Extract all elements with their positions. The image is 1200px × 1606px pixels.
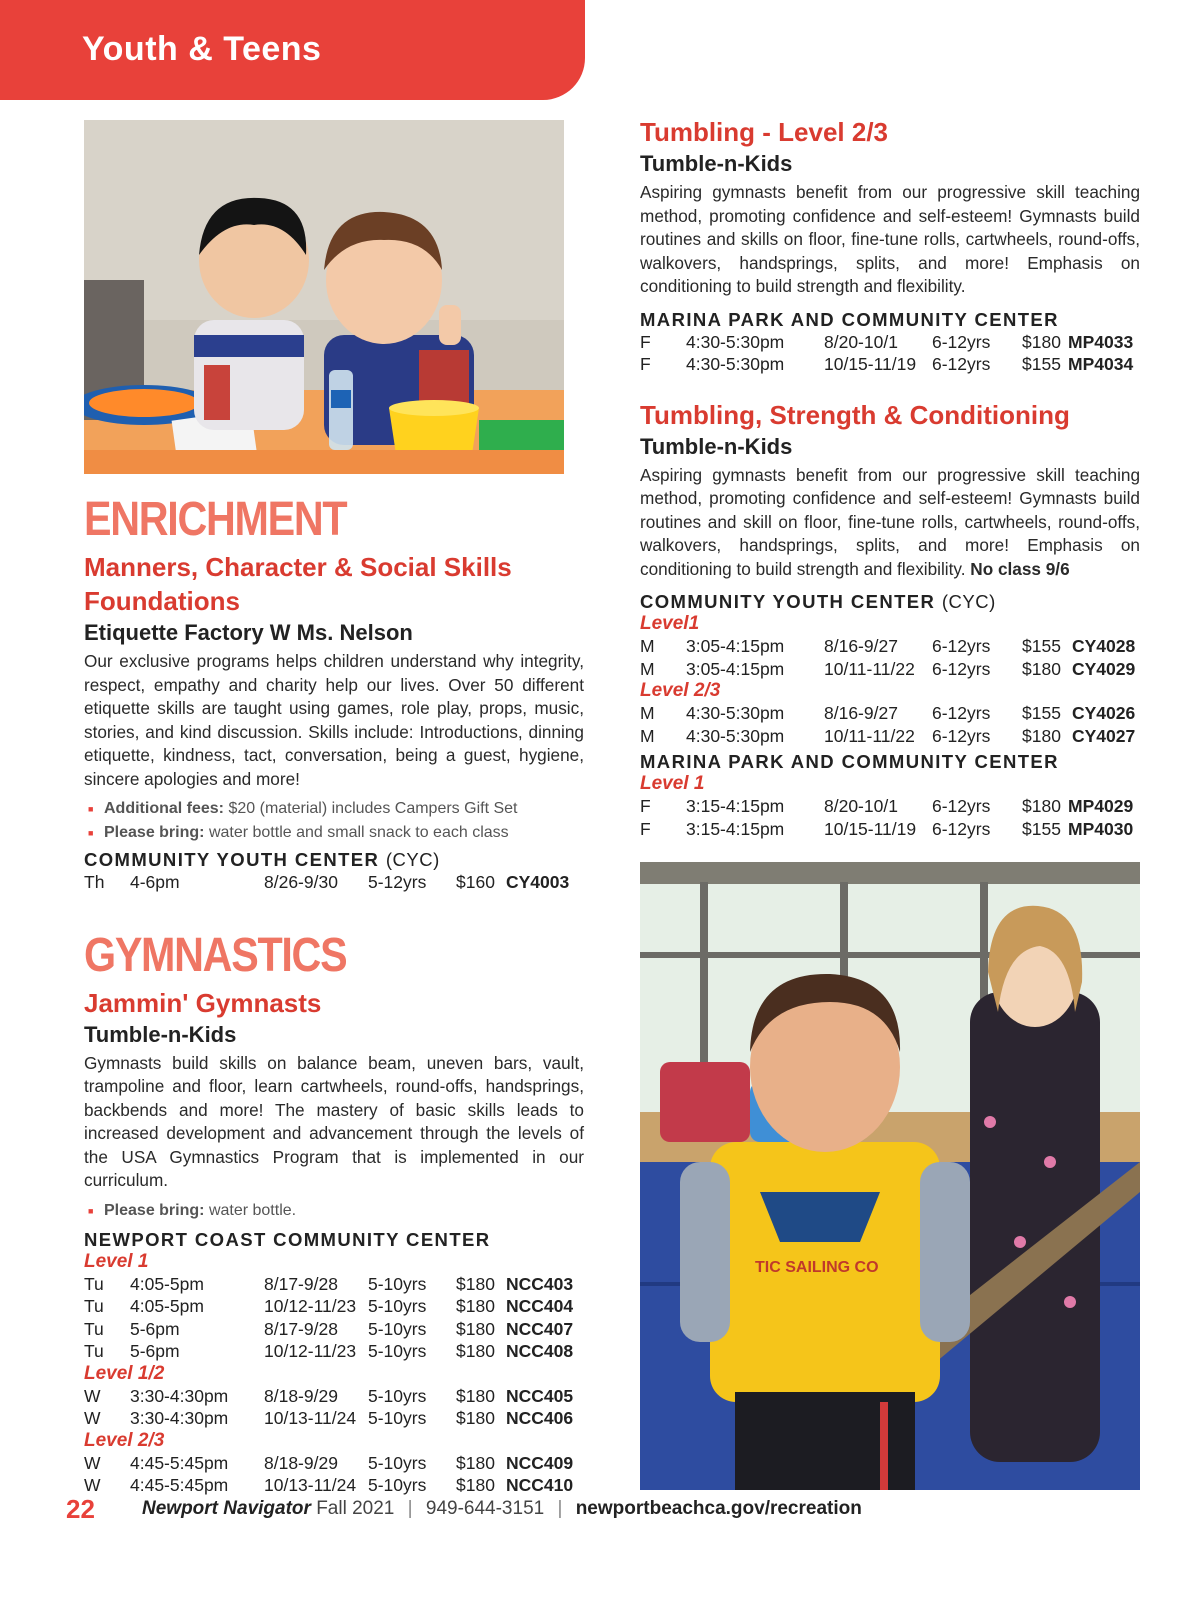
section-header-tab	[0, 0, 585, 100]
cell-time: 4:30-5:30pm	[686, 354, 785, 374]
tumbling-strength-location-mp: MARINA PARK AND COMMUNITY CENTER	[640, 751, 1059, 772]
cell-price: $155	[1022, 636, 1061, 656]
cell-code: NCC406	[506, 1408, 574, 1428]
cell-dates: 8/17-9/28	[264, 1273, 338, 1294]
tumbling-strength-description	[640, 464, 1140, 582]
cell-dates: 10/12-11/23	[264, 1296, 357, 1316]
level-label: Level 1	[640, 773, 705, 794]
cell-price: $160	[456, 872, 495, 892]
cell-time: 3:15-4:15pm	[686, 796, 785, 816]
cell-code: NCC408	[506, 1341, 574, 1361]
location-abbr: (CYC)	[941, 591, 996, 612]
cell-age: 5-10yrs	[368, 1475, 427, 1495]
cell-code: CY4027	[1072, 725, 1136, 746]
right-column	[640, 115, 1140, 1490]
cell-time: 3:15-4:15pm	[686, 818, 785, 839]
cell-dates: 10/11-11/22	[824, 658, 915, 679]
photo-boys-illustration	[84, 120, 564, 474]
table-row	[640, 818, 1140, 841]
cell-time: 4:45-5:45pm	[130, 1452, 229, 1473]
cell-day: F	[640, 354, 651, 374]
cell-code: NCC407	[506, 1318, 574, 1339]
table-row	[640, 702, 1140, 725]
jammin-provider: Tumble-n-Kids	[84, 1021, 237, 1047]
cell-code: NCC404	[506, 1296, 574, 1316]
manners-program-title: Manners, Character & Social Skills Foundations	[84, 552, 512, 616]
cell-day: Th	[84, 872, 105, 892]
cell-age: 6-12yrs	[932, 658, 991, 679]
cell-price: $180	[456, 1475, 495, 1495]
manners-bullets	[84, 797, 584, 845]
cell-dates: 8/20-10/1	[824, 796, 898, 816]
cell-code: CY4029	[1072, 658, 1136, 679]
enrichment-heading: ENRICHMENT	[84, 493, 347, 546]
cell-age: 5-10yrs	[368, 1296, 427, 1316]
bullet-additional-fees	[84, 797, 584, 821]
gymnastics-level1-table	[84, 1273, 584, 1363]
cell-code: CY4003	[506, 872, 570, 892]
cell-dates: 8/18-9/29	[264, 1385, 338, 1406]
cell-code: CY4026	[1072, 703, 1136, 723]
footer-separator: |	[557, 1498, 563, 1519]
footer-separator: |	[407, 1498, 413, 1519]
cell-age: 5-10yrs	[368, 1341, 427, 1361]
table-row	[84, 1273, 584, 1296]
gymnastics-heading: GYMNASTICS	[84, 928, 347, 982]
location-name: COMMUNITY YOUTH CENTER	[84, 849, 380, 870]
cell-dates: 8/20-10/1	[824, 331, 898, 352]
cell-time: 4:30-5:30pm	[686, 703, 785, 723]
enrichment-schedule-table	[84, 871, 584, 894]
bullet-label: Please bring:	[104, 1201, 205, 1219]
cell-age: 6-12yrs	[932, 703, 991, 723]
cell-day: Tu	[84, 1296, 104, 1316]
bullet-text: water bottle.	[208, 1201, 297, 1219]
shirt-text: TIC SAILING CO	[755, 1259, 879, 1276]
photo-boys-at-table	[84, 120, 564, 474]
table-row	[640, 725, 1140, 748]
cell-age: 6-12yrs	[932, 636, 991, 656]
cell-price: $180	[456, 1385, 495, 1406]
cell-time: 5-6pm	[130, 1318, 180, 1339]
footer-phone: 949-644-3151	[425, 1498, 545, 1519]
page-section-title: Youth & Teens	[82, 30, 322, 68]
cell-day: Tu	[84, 1318, 104, 1339]
photo-kids-balance-beam	[640, 862, 1140, 1490]
photo-gym-illustration	[640, 862, 1140, 1490]
tumbling-strength-section	[640, 398, 1140, 841]
cell-age: 5-10yrs	[368, 1408, 427, 1428]
cyc-level1-table	[640, 635, 1140, 680]
gymnastics-level23-table	[84, 1452, 584, 1497]
cell-dates: 8/16-9/27	[824, 636, 898, 656]
cell-price: $155	[1022, 818, 1061, 839]
cell-dates: 10/15-11/19	[824, 818, 917, 839]
cell-age: 6-12yrs	[932, 796, 991, 816]
cell-time: 4:45-5:45pm	[130, 1475, 229, 1495]
jammin-description: Gymnasts build skills on balance beam, uneven bars, vault, trampoline and floor, learn cartwheels, round-offs, handsprings, backbends and more! The mastery of basic skills leads to increased development and advancement through the levels of the USA Gymnastics Program that is implemented in our curriculum.	[84, 1052, 584, 1190]
publication-line	[142, 1498, 862, 1520]
tumbling23-schedule-table	[640, 331, 1140, 376]
cell-day: W	[84, 1408, 101, 1428]
cell-age: 5-10yrs	[368, 1452, 427, 1473]
cell-age: 5-12yrs	[368, 872, 427, 892]
cell-dates: 10/12-11/23	[264, 1341, 357, 1361]
cell-time: 3:05-4:15pm	[686, 636, 785, 656]
table-row	[84, 1474, 584, 1497]
table-row	[84, 1385, 584, 1408]
gymnastics-level12-table	[84, 1385, 584, 1430]
level-label: Level1	[640, 613, 700, 634]
cell-dates: 8/26-9/30	[264, 872, 338, 892]
cyc-level23-table	[640, 702, 1140, 747]
cell-price: $180	[456, 1318, 495, 1339]
no-class-note: No class 9/6	[970, 558, 1070, 579]
tumbling23-location: MARINA PARK AND COMMUNITY CENTER	[640, 308, 1059, 330]
enrichment-location	[84, 849, 584, 871]
tumbling-level23-section	[640, 115, 1140, 376]
manners-provider: Etiquette Factory W Ms. Nelson	[84, 620, 413, 645]
cell-dates: 10/13-11/24	[264, 1475, 357, 1495]
cell-price: $180	[1022, 725, 1061, 746]
page-number: 22	[66, 1494, 95, 1524]
cell-price: $180	[456, 1452, 495, 1473]
cell-dates: 10/11-11/22	[824, 725, 915, 746]
cell-time: 3:05-4:15pm	[686, 658, 785, 679]
table-row	[84, 1407, 584, 1430]
table-row	[640, 331, 1140, 354]
cell-dates: 8/18-9/29	[264, 1452, 338, 1473]
cell-age: 6-12yrs	[932, 354, 991, 374]
cell-day: M	[640, 658, 655, 679]
cell-price: $180	[456, 1273, 495, 1294]
cell-code: NCC410	[506, 1475, 574, 1495]
bullet-please-bring	[84, 1199, 584, 1223]
cell-price: $180	[456, 1341, 495, 1361]
cell-age: 6-12yrs	[932, 725, 991, 746]
level-label: Level 2/3	[640, 680, 721, 701]
level-label: Level 2/3	[84, 1429, 165, 1451]
cell-time: 5-6pm	[130, 1341, 180, 1361]
description-text: Aspiring gymnasts benefit from our progressive skill teaching method, promoting confidence and self-esteem! Gymnasts build routines and skill on floor, fine-tune rolls, cartwheels, round-offs, walkovers, handsprings, splits, and more! Emphasis on conditioning to build strength and flexibility.	[640, 464, 1140, 579]
manners-description: Our exclusive programs helps children understand why integrity, respect, empathy and charity help our lives. Over 50 different etiquette skills are taught using games, role play, props, music, stories, and kind discussion. Skills include: Introductions, dinning etiquette, kindness, tact, conversation, being a guest, hygiene, sincere apologies and more!	[84, 651, 584, 789]
cell-price: $180	[456, 1296, 495, 1316]
cell-day: Tu	[84, 1341, 104, 1361]
cell-age: 5-10yrs	[368, 1385, 427, 1406]
mp-level1-table	[640, 795, 1140, 840]
left-column	[84, 120, 584, 1497]
cell-day: W	[84, 1385, 101, 1406]
cell-time: 4:30-5:30pm	[686, 725, 785, 746]
level-label: Level 1	[84, 1250, 149, 1272]
tumbling23-description: Aspiring gymnasts benefit from our progressive skill teaching method, promoting confidence and self-esteem! Gymnasts build routines and skills on floor, fine-tune rolls, cartwheels, round-offs, walkovers, handsprings, splits, and more! Emphasis on conditioning to build strength and flexibility.	[640, 182, 1140, 296]
bullet-please-bring	[84, 821, 584, 845]
gymnastics-location: NEWPORT COAST COMMUNITY CENTER	[84, 1228, 491, 1250]
table-row	[84, 871, 584, 894]
cell-age: 5-10yrs	[368, 1273, 427, 1294]
cell-price: $155	[1022, 354, 1061, 374]
cell-code: NCC403	[506, 1273, 574, 1294]
cell-day: M	[640, 636, 655, 656]
enrichment-section	[84, 493, 584, 894]
cell-day: W	[84, 1475, 101, 1495]
tumbling-strength-location-cyc	[640, 591, 1140, 613]
cell-time: 4:05-5pm	[130, 1296, 204, 1316]
cell-code: NCC405	[506, 1385, 574, 1406]
table-row	[84, 1318, 584, 1341]
jammin-program-title: Jammin' Gymnasts	[84, 987, 322, 1018]
cell-day: M	[640, 725, 655, 746]
level-label: Level 1/2	[84, 1362, 165, 1384]
cell-code: MP4029	[1068, 796, 1134, 816]
bullet-label: Additional fees:	[104, 800, 225, 817]
cell-code: MP4033	[1068, 331, 1134, 352]
cell-age: 6-12yrs	[932, 331, 991, 352]
cell-dates: 8/16-9/27	[824, 703, 898, 723]
bullet-text: water bottle and small snack to each class	[208, 824, 509, 841]
table-row	[84, 1452, 584, 1475]
bullet-label: Please bring:	[104, 824, 205, 841]
cell-day: Tu	[84, 1273, 104, 1294]
bullet-text: $20 (material) includes Campers Gift Set	[228, 800, 518, 817]
tumbling-strength-program-title: Tumbling, Strength & Conditioning	[640, 399, 1070, 430]
gymnastics-section	[84, 928, 584, 1497]
tumbling23-program-title: Tumbling - Level 2/3	[640, 117, 889, 147]
cell-code: MP4034	[1068, 354, 1134, 374]
cell-code: NCC409	[506, 1452, 574, 1473]
location-name: COMMUNITY YOUTH CENTER	[640, 591, 936, 612]
cell-age: 5-10yrs	[368, 1318, 427, 1339]
cell-price: $155	[1022, 703, 1061, 723]
cell-price: $180	[1022, 331, 1061, 352]
table-row	[640, 635, 1140, 658]
table-row	[640, 658, 1140, 681]
publication-season: Fall 2021	[316, 1498, 395, 1519]
table-row	[640, 353, 1140, 376]
location-abbr: (CYC)	[385, 849, 440, 870]
publication-name: Newport Navigator	[142, 1498, 311, 1519]
cell-day: F	[640, 796, 651, 816]
cell-time: 3:30-4:30pm	[130, 1385, 229, 1406]
cell-day: W	[84, 1452, 101, 1473]
table-row	[640, 795, 1140, 818]
cell-dates: 10/13-11/24	[264, 1408, 357, 1428]
cell-code: MP4030	[1068, 818, 1134, 839]
jammin-bullets	[84, 1199, 584, 1223]
cell-time: 3:30-4:30pm	[130, 1408, 229, 1428]
cell-time: 4:30-5:30pm	[686, 331, 785, 352]
cell-dates: 8/17-9/28	[264, 1318, 338, 1339]
table-row	[84, 1340, 584, 1363]
table-row	[84, 1295, 584, 1318]
cell-day: F	[640, 331, 651, 352]
cell-time: 4:05-5pm	[130, 1273, 204, 1294]
tumbling-strength-provider: Tumble-n-Kids	[640, 433, 793, 459]
cell-price: $180	[1022, 658, 1061, 679]
cell-day: F	[640, 818, 651, 839]
cell-price: $180	[1022, 796, 1061, 816]
cell-day: M	[640, 703, 655, 723]
cell-dates: 10/15-11/19	[824, 354, 917, 374]
cell-price: $180	[456, 1408, 495, 1428]
tumbling23-provider: Tumble-n-Kids	[640, 151, 793, 176]
footer-website-link[interactable]: newportbeachca.gov/recreation	[575, 1498, 862, 1519]
cell-age: 6-12yrs	[932, 818, 991, 839]
cell-code: CY4028	[1072, 636, 1136, 656]
cell-time: 4-6pm	[130, 872, 180, 892]
